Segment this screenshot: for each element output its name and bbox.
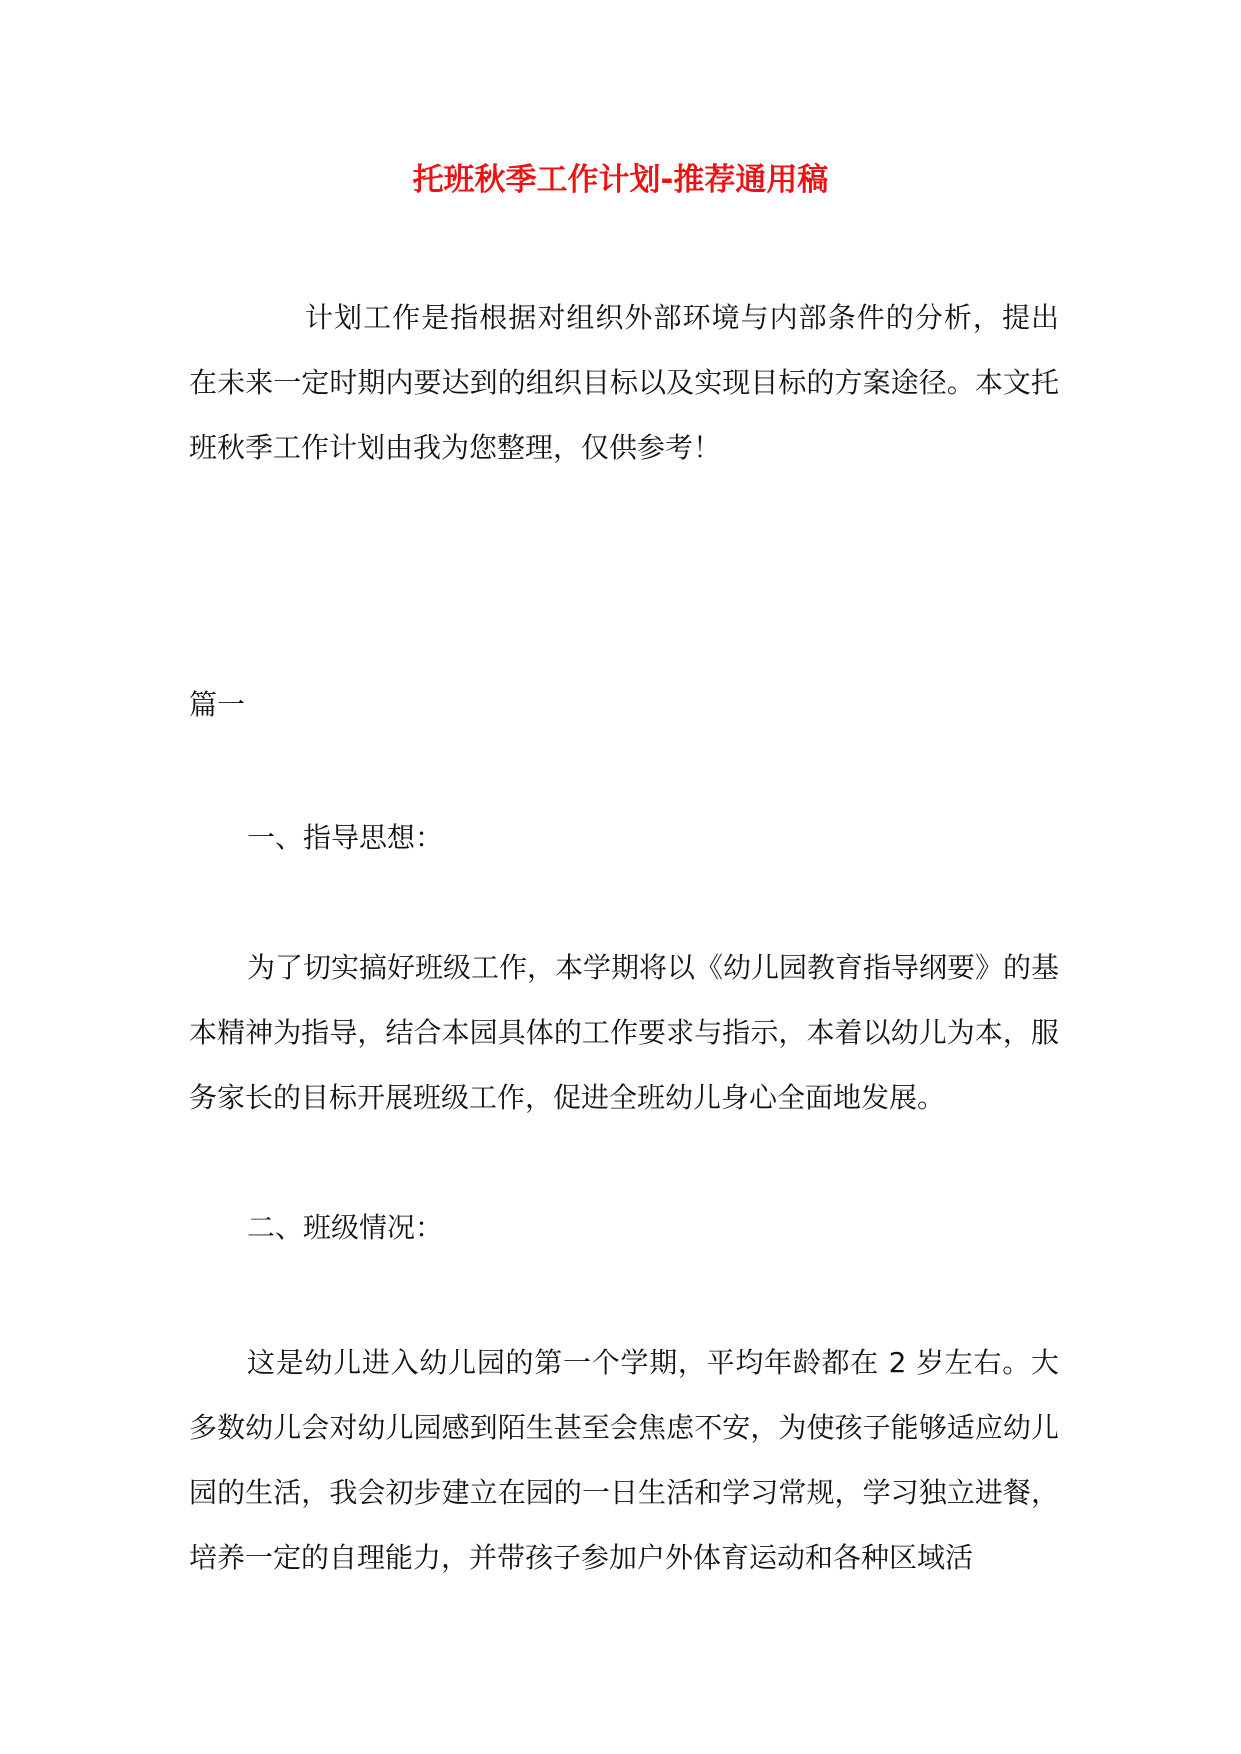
document-title: 托班秋季工作计划-推荐通用稿 bbox=[412, 162, 829, 198]
section-heading-class-situation: 二、班级情况： bbox=[247, 1211, 444, 1244]
paragraph-guiding-thought: 为了切实搞好班级工作，本学期将以《幼儿园教育指导纲要》的基本精神为指导，结合本园具体的工作要求与指示，本着以幼儿为本，服务家长的目标开展班级工作，促进全班幼儿身心全面地发展。 bbox=[189, 951, 1060, 1114]
section-heading-guiding-thought: 一、指导思想： bbox=[247, 821, 444, 854]
intro-paragraph: 计划工作是指根据对组织外部环境与内部条件的分析，提出在未来一定时期内要达到的组织目标以及实现目标的方案途径。本文托班秋季工作计划由我为您整理，仅供参考！ bbox=[189, 301, 1059, 464]
paragraph-class-situation: 这是幼儿进入幼儿园的第一个学期，平均年龄都在 2 岁左右。大多数幼儿会对幼儿园感到陌生甚至会焦虑不安，为使孩子能够适应幼儿园的生活，我会初步建立在园的一日生活和学习常规，学习独立进餐，培养一定的自理能力，并带孩子参加户外体育运动和各种区域活 bbox=[189, 1346, 1059, 1574]
section-label: 篇一 bbox=[189, 688, 246, 721]
